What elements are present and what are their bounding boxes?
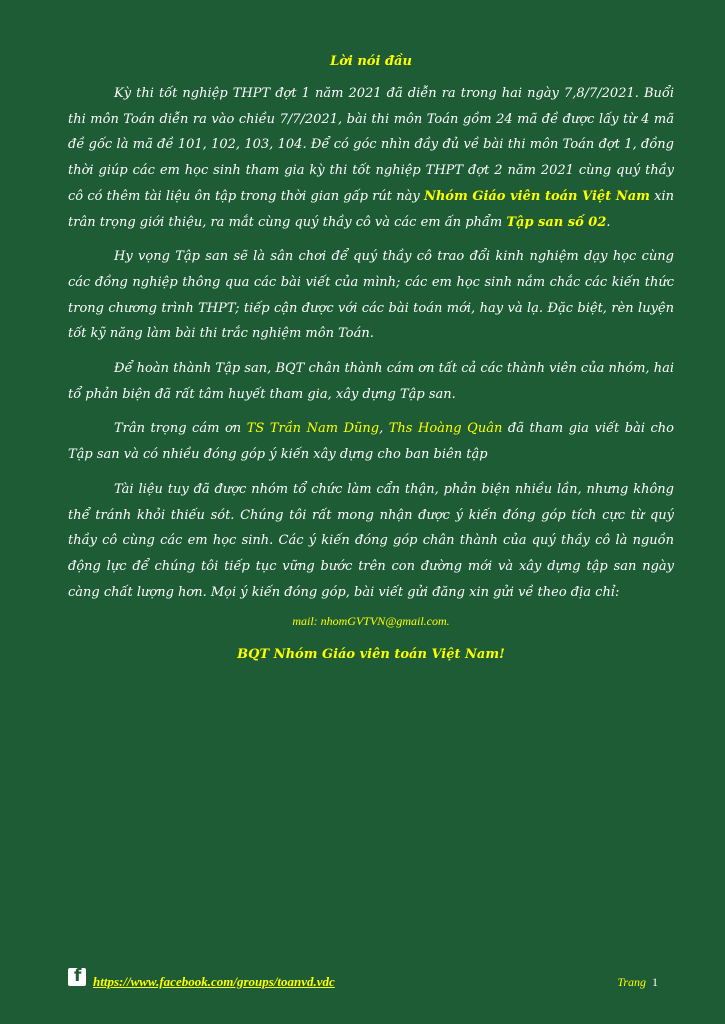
paragraph-1-text-b: xin trân trọng giới thiệu, ra mắt cùng quý thầy cô và các em ấn phẩm: [68, 188, 675, 230]
paragraph-4-text-b: đã tham gia viết bài cho Tập san và có nhiều đóng góp ý kiến xây dựng cho ban biên tập: [68, 421, 674, 463]
facebook-group-link[interactable]: https://www.facebook.com/groups/toanvd.vdc: [93, 974, 335, 989]
page-number: [617, 975, 658, 990]
document-page: [68, 54, 674, 662]
publication-name: Tập san số 02: [506, 214, 607, 230]
page-footer: [68, 968, 674, 992]
contact-email[interactable]: mail: nhomGVTVN@gmail.com.: [292, 614, 450, 629]
group-name: Nhóm Giáo viên toán Việt Nam: [423, 188, 650, 204]
page-label: Trang: [617, 975, 646, 989]
contributor-name-2: Ths Hoàng Quân: [388, 421, 503, 437]
paragraph-3: Để hoàn thành Tập san, BQT chân thành cám ơn tất cả các thành viên của nhóm, hai tổ phản biện đã rất tâm huyết tham gia, xây dựng Tập san.: [68, 361, 674, 402]
paragraph-2: Hy vọng Tập san sẽ là sân chơi để quý thầy cô trao đổi kinh nghiệm dạy học cùng các đồng nghiệp thông qua các bài viết của mình; các em học sinh nắm chắc các kiến thức trong chương trình THPT; tiếp cận được với các bài toán mới, hay và lạ. Đặc biệt, rèn luyện tốt kỹ năng làm bài thi trắc nghiệm môn Toán.: [68, 249, 674, 342]
document-title: Lời nói đầu: [330, 54, 412, 69]
facebook-icon[interactable]: f: [68, 968, 86, 986]
paragraph-1: [68, 81, 674, 235]
page-number-value: 1: [652, 975, 658, 989]
paragraph-1-text-a: Kỳ thi tốt nghiệp THPT đợt 1 năm 2021 đã diễn ra trong hai ngày 7,8/7/2021. Buổi thi môn Toán diễn ra vào chiều 7/7/2021, bài thi môn Toán gồm 24 mã đề được lấy từ 4 mã đề gốc là mã đề 101, 102, 103, 104. Để có góc nhìn đầy đủ về bài thi môn Toán đợt 1, đồng thời giúp các em học sinh tham gia kỳ thi tốt nghiệp THPT đợt 2 năm 2021 cùng quý thầy cô có thêm tài liệu ôn tập trong thời gian gấp rút này: [68, 86, 674, 204]
paragraph-1-text-c: .: [606, 214, 611, 230]
paragraph-4: [68, 416, 674, 467]
paragraph-5: Tài liệu tuy đã được nhóm tổ chức làm cẩn thận, phản biện nhiều lần, nhưng không thể tránh khỏi thiếu sót. Chúng tôi rất mong nhận được ý kiến đóng góp tích cực từ quý thầy cô cùng các em học sinh. Các ý kiến đóng góp chân thành của quý thầy cô là nguồn động lực để chúng tôi tiếp tục vững bước trên con đường mới và xây dựng tập san ngày càng chất lượng hơn. Mọi ý kiến đóng góp, bài viết gửi đăng xin gửi về theo địa chỉ:: [68, 481, 674, 600]
paragraph-4-text-a: Trân trọng cám ơn: [114, 421, 247, 437]
signature: BQT Nhóm Giáo viên toán Việt Nam!: [237, 647, 505, 663]
contributor-name-1: TS Trần Nam Dũng: [246, 421, 380, 437]
paragraph-4-separator: ,: [379, 421, 389, 437]
